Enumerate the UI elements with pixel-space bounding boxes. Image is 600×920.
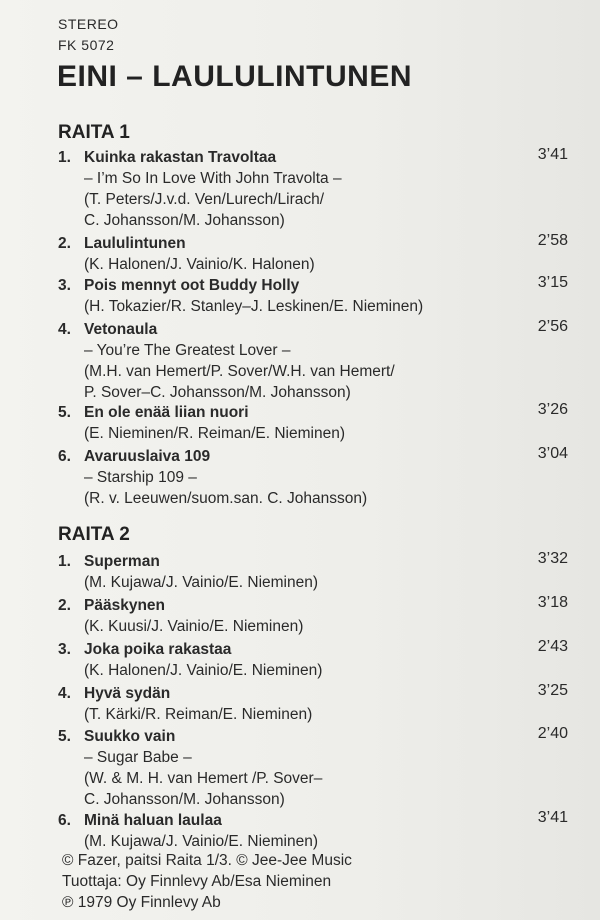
track-name: En ole enää liian nuori (84, 404, 249, 421)
track-name: Avaruuslaiva 109 (84, 448, 211, 465)
track-credit-line: (H. Tokazier/R. Stanley–J. Leskinen/E. Nieminen) (84, 298, 424, 315)
track-duration: 2’58 (537, 232, 568, 249)
track-number: 5. (58, 728, 71, 745)
producer-line: Tuottaja: Oy Finnlevy Ab/Esa Nieminen (62, 873, 332, 890)
track-duration: 2’40 (537, 725, 568, 742)
track-credit-line: – I’m So In Love With John Travolta – (84, 170, 342, 187)
track-duration: 3’41 (537, 809, 568, 826)
track-number: 6. (58, 448, 71, 465)
track-name: Hyvä sydän (84, 685, 171, 702)
track-credit-line: (M. Kujawa/J. Vainio/E. Nieminen) (84, 833, 319, 850)
track-title (58, 684, 578, 704)
stereo-label: STEREO (58, 16, 119, 32)
track-number: 2. (58, 235, 71, 252)
track-name: Joka poika rakastaa (84, 641, 232, 658)
track-credit-line: C. Johansson/M. Johansson) (84, 791, 285, 808)
track-number: 1. (58, 553, 71, 570)
track-number: 4. (58, 685, 71, 702)
track-credit-line: (T. Kärki/R. Reiman/E. Nieminen) (84, 706, 313, 723)
track-credit-line: (T. Peters/J.v.d. Ven/Lurech/Lirach/ (84, 191, 325, 208)
track-credit-line: (K. Halonen/J. Vainio/K. Halonen) (84, 256, 315, 273)
track-title (58, 403, 578, 423)
track-title (58, 447, 578, 467)
track-list-item (58, 447, 578, 509)
track-number: 2. (58, 597, 71, 614)
track-name: Kuinka rakastan Travoltaa (84, 149, 277, 166)
track-number: 4. (58, 321, 71, 338)
track-duration: 3’15 (537, 274, 568, 291)
track-list-item (58, 320, 578, 403)
track-duration: 3’04 (537, 445, 568, 462)
track-name: Pääskynen (84, 597, 165, 614)
track-credit-line: (R. v. Leeuwen/suom.san. C. Johansson) (84, 490, 368, 507)
track-credit-line: (M. Kujawa/J. Vainio/E. Nieminen) (84, 574, 319, 591)
track-credit-line: – Starship 109 – (84, 469, 197, 486)
track-number: 6. (58, 812, 71, 829)
track-number: 5. (58, 404, 71, 421)
track-title (58, 640, 578, 660)
phonogram-line: ℗ 1979 Oy Finnlevy Ab (62, 894, 221, 911)
track-list-item (58, 148, 578, 231)
track-list-item (58, 811, 578, 852)
track-duration: 3’41 (537, 146, 568, 163)
track-duration: 3’18 (537, 594, 568, 611)
track-name: Laululintunen (84, 235, 186, 252)
track-list-item (58, 552, 578, 593)
track-credit-line: – You’re The Greatest Lover – (84, 342, 291, 359)
track-list-item (58, 596, 578, 637)
track-name: Superman (84, 553, 160, 570)
side-1-title: RAITA 1 (58, 122, 130, 143)
copyright-line: © Fazer, paitsi Raita 1/3. © Jee-Jee Music (62, 852, 352, 869)
track-title (58, 148, 578, 168)
track-credit-line: C. Johansson/M. Johansson) (84, 212, 285, 229)
track-title (58, 552, 578, 572)
track-number: 1. (58, 149, 71, 166)
track-title (58, 320, 578, 340)
track-list-item (58, 234, 578, 275)
track-list-item (58, 276, 578, 317)
track-title (58, 276, 578, 296)
track-number: 3. (58, 277, 71, 294)
track-title (58, 727, 578, 747)
track-title (58, 811, 578, 831)
album-title: EINI – LAULULINTUNEN (57, 60, 412, 93)
track-list-item (58, 727, 578, 810)
catalog-code: FK 5072 (58, 37, 115, 53)
track-duration: 2’43 (537, 638, 568, 655)
track-duration: 3’25 (537, 682, 568, 699)
track-number: 3. (58, 641, 71, 658)
track-list-item (58, 403, 578, 444)
track-credit-line: (E. Nieminen/R. Reiman/E. Nieminen) (84, 425, 346, 442)
track-duration: 2’56 (537, 318, 568, 335)
track-name: Minä haluan laulaa (84, 812, 222, 829)
track-credit-line: P. Sover–C. Johansson/M. Johansson) (84, 384, 351, 401)
track-duration: 3’26 (537, 401, 568, 418)
track-list-item (58, 640, 578, 681)
track-title (58, 234, 578, 254)
track-name: Pois mennyt oot Buddy Holly (84, 277, 300, 294)
track-list-item (58, 684, 578, 725)
track-name: Suukko vain (84, 728, 176, 745)
track-title (58, 596, 578, 616)
track-credit-line: (M.H. van Hemert/P. Sover/W.H. van Hemert/ (84, 363, 395, 380)
side-2-title: RAITA 2 (58, 524, 130, 545)
track-credit-line: (K. Halonen/J. Vainio/E. Nieminen) (84, 662, 323, 679)
track-credit-line: (W. & M. H. van Hemert /P. Sover– (84, 770, 323, 787)
track-credit-line: (K. Kuusi/J. Vainio/E. Nieminen) (84, 618, 304, 635)
track-duration: 3’32 (537, 550, 568, 567)
track-name: Vetonaula (84, 321, 158, 338)
track-credit-line: – Sugar Babe – (84, 749, 192, 766)
